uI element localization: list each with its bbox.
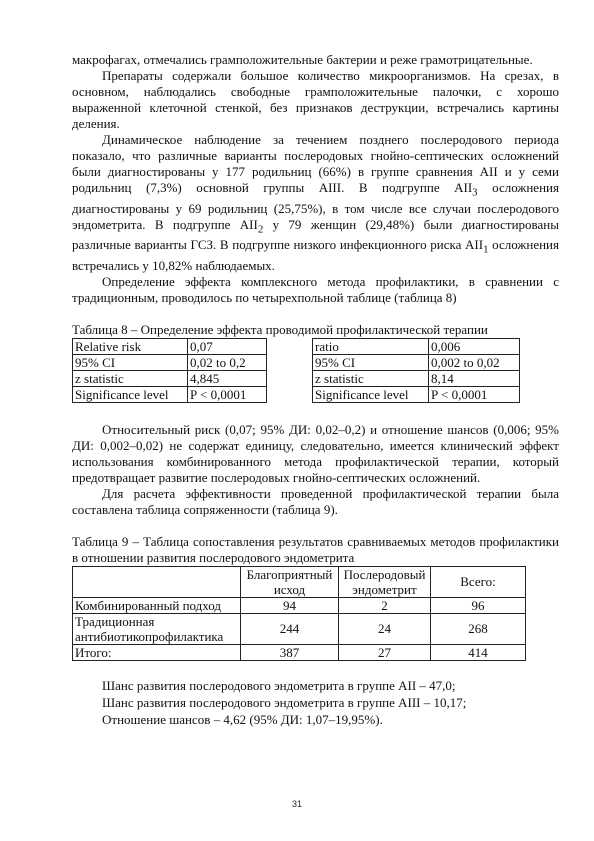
table-row <box>313 386 520 402</box>
paragraph-3-part-d: осложнения встречались у 10,82% наблюдаемых. <box>72 237 559 273</box>
table-cell: z statistic <box>313 370 429 386</box>
table-cell: 94 <box>241 597 339 613</box>
paragraph-3 <box>72 132 559 274</box>
table-header-cell <box>73 566 241 597</box>
table-cell: P < 0,0001 <box>429 386 520 402</box>
table-cell: 387 <box>241 644 339 660</box>
table-row <box>73 613 526 644</box>
table-header-row <box>73 566 526 597</box>
odds-list <box>72 677 559 728</box>
paragraph-4: Определение эффекта комплексного метода профилактики, в сравнении с традиционным, проводилось по четырехпольной таблице (таблица 8) <box>72 273 559 305</box>
table-row <box>73 370 267 386</box>
table-cell: 244 <box>241 613 339 644</box>
table-row <box>73 644 526 660</box>
table-cell: 414 <box>431 644 526 660</box>
table-cell: 4,845 <box>188 370 267 386</box>
table-9-caption: Таблица 9 – Таблица сопоставления результатов сравниваемых методов профилактики в отношении развития послеродового эндометрита <box>72 533 559 565</box>
table-row <box>73 354 267 370</box>
table-cell: 8,14 <box>429 370 520 386</box>
table-cell: 27 <box>339 644 431 660</box>
table-cell: 96 <box>431 597 526 613</box>
table-8-right <box>312 338 520 403</box>
paragraph-3-part-a: Динамическое наблюдение за течением позднего послеродового периода показало, что различные варианты послеродовых гнойно-септических осложнений были диагностированы у 177 родильниц (66%) в группе сравнения АII и у семи родильниц (7,3%) основной группы АIII. В подгруппе АII <box>72 132 559 195</box>
table-cell: 268 <box>431 613 526 644</box>
table-cell: Relative risk <box>73 338 188 354</box>
odds-line: Шанс развития послеродового эндометрита в группе АIII – 10,17; <box>102 694 467 710</box>
table-cell: 0,02 to 0,2 <box>188 354 267 370</box>
subscript-3: 3 <box>472 186 478 199</box>
table-9 <box>72 566 526 661</box>
odds-line: Шанс развития послеродового эндометрита в группе АII – 47,0; <box>102 677 456 693</box>
table-8-left <box>72 338 267 403</box>
table-header-cell: Всего: <box>431 566 526 597</box>
table-cell: Итого: <box>73 644 241 660</box>
table-cell: 0,002 to 0,02 <box>429 354 520 370</box>
table-cell: 0,006 <box>429 338 520 354</box>
table-cell: 0,07 <box>188 338 267 354</box>
paragraph-5: Относительный риск (0,07; 95% ДИ: 0,02–0,2) и отношение шансов (0,006; 95% ДИ: 0,002–0,02) не содержат единицу, следовательно, имеется клинический эффект использования комбинированного метода профилактической терапии, который предотвращает развитие послеродовых гнойно-септических осложнений. <box>72 421 559 485</box>
table-cell: 24 <box>339 613 431 644</box>
page-number: 31 <box>291 799 302 809</box>
odds-line: Отношение шансов – 4,62 (95% ДИ: 1,07–19,95%). <box>102 711 383 727</box>
table-cell: Комбинированный подход <box>73 597 241 613</box>
paragraph-6: Для расчета эффективности проведенной профилактической терапии была составлена таблица сопряженности (таблица 9). <box>72 485 559 517</box>
table-row <box>313 354 520 370</box>
paragraph-3-part-b: осложнения диагностированы у 69 родильниц (25,75%), в том числе все случаи послеродового эндометрита. В подгруппе АII <box>72 180 559 232</box>
table-header-cell: Благоприятный исход <box>241 566 339 597</box>
table-cell: 95% CI <box>313 354 429 370</box>
table-row <box>73 597 526 613</box>
subscript-2: 2 <box>257 223 264 236</box>
table-cell: P < 0,0001 <box>188 386 267 402</box>
table-cell: 95% CI <box>73 354 188 370</box>
table-row <box>73 386 267 402</box>
table-row <box>73 338 267 354</box>
paragraph-3-part-c: у 79 женщин (29,48%) были диагностированы различные варианты ГСЗ. В подгруппе низкого инфекционного риска АII <box>72 216 559 253</box>
table-row <box>313 370 520 386</box>
table-cell: ratio <box>313 338 429 354</box>
table-header-cell: Послеродовый эндометрит <box>339 566 431 597</box>
table-cell: 2 <box>339 597 431 613</box>
table-cell: Традиционная антибиотикопрофилактика <box>73 613 241 644</box>
table-row <box>313 338 520 354</box>
table-cell: z statistic <box>73 370 188 386</box>
paragraph-2: Препараты содержали большое количество микроорганизмов. На срезах, в основном, наблюдались свободные грамположительные палочки, с хорошо выраженной клеточной стенкой, без признаков деструкции, встречались картины деления. <box>72 68 559 131</box>
table-8 <box>72 338 559 406</box>
table-cell: Significance level <box>313 386 429 402</box>
table-cell: Significance level <box>73 386 188 402</box>
subscript-1: 1 <box>483 243 489 256</box>
table-8-caption: Таблица 8 – Определение эффекта проводимой профилактической терапии <box>72 321 488 337</box>
paragraph-1: макрофагах, отмечались грамположительные бактерии и реже грамотрицательные. <box>72 52 533 67</box>
